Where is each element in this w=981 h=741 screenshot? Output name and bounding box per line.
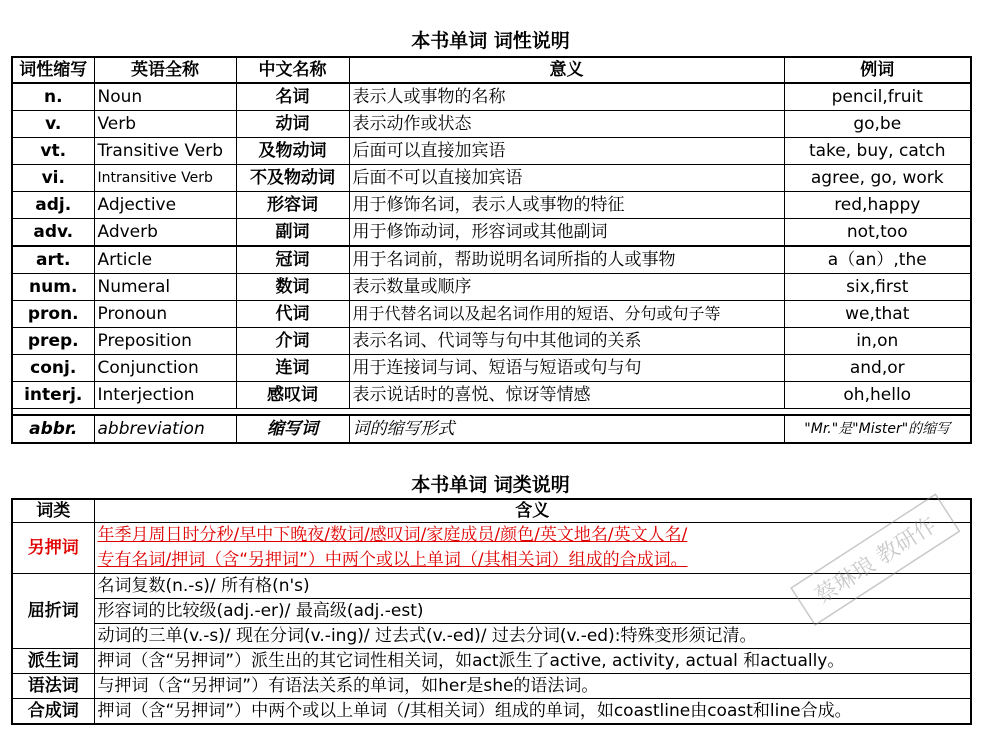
pos-english: Preposition — [94, 328, 236, 355]
header-category: 词类 — [12, 499, 94, 523]
definition-line: 专有名词/押词（含“另押词”）中两个或以上单词（/其相关词）组成的合成词。 — [97, 550, 688, 570]
watermark-text: 蔡琳琅 教研作 — [811, 512, 942, 610]
table-row — [12, 523, 971, 574]
pos-abbr: adv. — [12, 219, 94, 247]
header-english: 英语全称 — [94, 57, 236, 83]
header-example: 例词 — [784, 57, 971, 83]
pos-meaning: 表示说话时的喜悦、惊讶等情感 — [349, 382, 784, 409]
class-definition — [94, 523, 971, 574]
pos-english: Interjection — [94, 382, 236, 409]
table-row — [12, 83, 971, 111]
pos-chinese: 介词 — [236, 328, 349, 355]
pos-english: abbreviation — [94, 415, 236, 443]
pos-example: red,happy — [784, 192, 971, 219]
pos-chinese: 不及物动词 — [236, 165, 349, 192]
class-definition: 形容词的比较级(adj.-er)/ 最高级(adj.-est) — [94, 599, 971, 624]
pos-english: Adjective — [94, 192, 236, 219]
pos-english: Numeral — [94, 274, 236, 301]
table-row — [12, 674, 971, 699]
pos-abbr: vi. — [12, 165, 94, 192]
pos-table — [11, 56, 972, 444]
pos-abbr: adj. — [12, 192, 94, 219]
pos-english: Pronoun — [94, 301, 236, 328]
class-definition: 名词复数(n.-s)/ 所有格(n's) — [94, 574, 971, 599]
pos-chinese: 名词 — [236, 83, 349, 111]
pos-example: not,too — [784, 219, 971, 247]
pos-abbr: abbr. — [12, 415, 94, 443]
pos-chinese: 形容词 — [236, 192, 349, 219]
table-row — [12, 246, 971, 274]
class-table-title: 本书单词 词类说明 — [411, 474, 570, 496]
pos-abbr: conj. — [12, 355, 94, 382]
pos-chinese: 感叹词 — [236, 382, 349, 409]
pos-meaning: 用于代替名词以及起名词作用的短语、分句或句子等 — [349, 301, 784, 328]
class-definition: 与押词（含“另押词”）有语法关系的单词，如her是she的语法词。 — [94, 674, 971, 699]
pos-meaning: 用于连接词与词、短语与短语或句与句 — [349, 355, 784, 382]
class-category: 语法词 — [12, 674, 94, 699]
pos-meaning: 表示动作或状态 — [349, 111, 784, 138]
pos-english: Article — [94, 246, 236, 274]
table-row — [12, 574, 971, 599]
class-definition: 押词（含“另押词”）派生出的其它词性相关词，如act派生了active, activity, actual 和actually。 — [94, 649, 971, 674]
pos-meaning: 后面不可以直接加宾语 — [349, 165, 784, 192]
pos-example: we,that — [784, 301, 971, 328]
table-row — [12, 699, 971, 725]
pos-abbr: interj. — [12, 382, 94, 409]
table-row — [12, 624, 971, 649]
table-row — [12, 649, 971, 674]
pos-meaning: 表示人或事物的名称 — [349, 83, 784, 111]
class-category: 派生词 — [12, 649, 94, 674]
pos-chinese: 动词 — [236, 111, 349, 138]
class-category: 屈折词 — [12, 574, 94, 649]
pos-example: six,first — [784, 274, 971, 301]
class-category: 合成词 — [12, 699, 94, 725]
pos-chinese: 代词 — [236, 301, 349, 328]
pos-meaning: 用于修饰名词，表示人或事物的特征 — [349, 192, 784, 219]
pos-header-row — [12, 57, 971, 83]
pos-meaning: 用于修饰动词，形容词或其他副词 — [349, 219, 784, 247]
pos-english: Transitive Verb — [94, 138, 236, 165]
pos-meaning: 用于名词前，帮助说明名词所指的人或事物 — [349, 246, 784, 274]
table-row — [12, 301, 971, 328]
pos-chinese: 副词 — [236, 219, 349, 247]
table-row — [12, 219, 971, 247]
table-row — [12, 415, 971, 443]
pos-abbr: prep. — [12, 328, 94, 355]
pos-example: agree, go, work — [784, 165, 971, 192]
pos-meaning: 后面可以直接加宾语 — [349, 138, 784, 165]
header-meaning: 意义 — [349, 57, 784, 83]
table-row — [12, 328, 971, 355]
pos-english: Conjunction — [94, 355, 236, 382]
table-row — [12, 111, 971, 138]
table-row — [12, 192, 971, 219]
table-row — [12, 599, 971, 624]
pos-example: a（an）,the — [784, 246, 971, 274]
pos-abbr: vt. — [12, 138, 94, 165]
definition-line: 年季月周日时分秒/早中下晚夜/数词/感叹词/家庭成员/颜色/英文地名/英文人名/ — [97, 525, 688, 545]
pos-table-title: 本书单词 词性说明 — [411, 30, 570, 52]
pos-chinese: 冠词 — [236, 246, 349, 274]
pos-example: in,on — [784, 328, 971, 355]
pos-example: go,be — [784, 111, 971, 138]
table-row — [12, 138, 971, 165]
pos-meaning: 表示数量或顺序 — [349, 274, 784, 301]
pos-english: Verb — [94, 111, 236, 138]
pos-abbr: n. — [12, 83, 94, 111]
pos-abbr: num. — [12, 274, 94, 301]
table-row — [12, 355, 971, 382]
table-row — [12, 274, 971, 301]
class-table — [11, 498, 972, 725]
pos-example: oh,hello — [784, 382, 971, 409]
pos-chinese: 及物动词 — [236, 138, 349, 165]
class-category: 另押词 — [12, 523, 94, 574]
pos-english: Noun — [94, 83, 236, 111]
pos-abbr: v. — [12, 111, 94, 138]
class-definition: 押词（含“另押词”）中两个或以上单词（/其相关词）组成的单词，如coastline由coast和line合成。 — [94, 699, 971, 725]
pos-chinese: 缩写词 — [236, 415, 349, 443]
table-row — [12, 165, 971, 192]
pos-example: pencil,fruit — [784, 83, 971, 111]
class-header-row — [12, 499, 971, 523]
header-definition: 含义 — [94, 499, 971, 523]
header-abbr: 词性缩写 — [12, 57, 94, 83]
pos-example: and,or — [784, 355, 971, 382]
pos-chinese: 连词 — [236, 355, 349, 382]
pos-meaning: 词的缩写形式 — [349, 415, 784, 443]
pos-english: Adverb — [94, 219, 236, 247]
pos-chinese: 数词 — [236, 274, 349, 301]
header-chinese: 中文名称 — [236, 57, 349, 83]
pos-example: take, buy, catch — [784, 138, 971, 165]
class-definition: 动词的三单(v.-s)/ 现在分词(v.-ing)/ 过去式(v.-ed)/ 过去分词(v.-ed):特殊变形须记清。 — [94, 624, 971, 649]
pos-abbr: art. — [12, 246, 94, 274]
table-row — [12, 382, 971, 409]
pos-example: "Mr."是"Mister"的缩写 — [784, 415, 971, 443]
pos-meaning: 表示名词、代词等与句中其他词的关系 — [349, 328, 784, 355]
pos-english: Intransitive Verb — [94, 165, 236, 192]
pos-abbr: pron. — [12, 301, 94, 328]
